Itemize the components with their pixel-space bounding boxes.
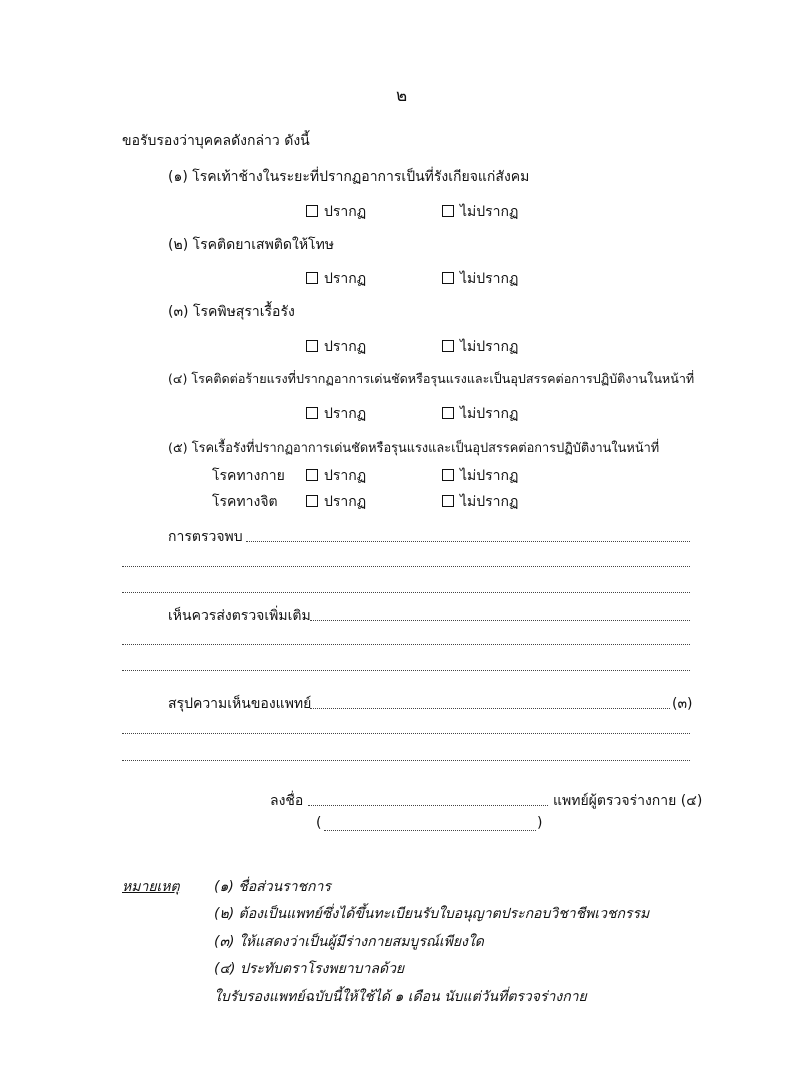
sign-label: ลงชื่อ <box>270 793 304 809</box>
further-exam-line-1[interactable] <box>310 620 690 621</box>
summary-label: สรุปความเห็นของแพทย์ <box>168 696 312 712</box>
findings-line-2[interactable] <box>122 566 690 567</box>
item-2-label: (๒) โรคติดยาเสพติดให้โทษ <box>168 237 335 253</box>
checkbox-icon[interactable] <box>442 407 454 419</box>
mental-present-option[interactable]: ปรากฏ <box>306 491 366 513</box>
summary-line-1[interactable] <box>310 708 670 709</box>
checkbox-icon[interactable] <box>306 272 318 284</box>
item-4-label: (๔) โรคติดต่อร้ายแรงที่ปรากฏอาการเด่นชัดหรือรุนแรงและเป็นอุปสรรคต่อการปฏิบัติงานในหน้าที่ <box>168 371 695 386</box>
item-3-absent-option[interactable]: ไม่ปรากฏ <box>442 336 518 358</box>
summary-line-3[interactable] <box>122 760 690 761</box>
note-5: ใบรับรองแพทย์ฉบับนี้ให้ใช้ได้ ๑ เดือน นับแต่วันที่ตรวจร่างกาย <box>214 989 587 1005</box>
item-3-label: (๓) โรคพิษสุราเรื้อรัง <box>168 304 295 320</box>
paren-open: ( <box>316 815 322 831</box>
checkbox-icon[interactable] <box>306 205 318 217</box>
further-exam-line-3[interactable] <box>122 670 690 671</box>
checkbox-icon[interactable] <box>306 495 318 507</box>
checkbox-icon[interactable] <box>306 407 318 419</box>
checkbox-icon[interactable] <box>306 469 318 481</box>
signer-title: แพทย์ผู้ตรวจร่างกาย (๔) <box>553 793 703 809</box>
checkbox-icon[interactable] <box>442 340 454 352</box>
findings-line-1[interactable] <box>246 541 690 542</box>
physical-label: โรคทางกาย <box>212 468 285 484</box>
physical-absent-option[interactable]: ไม่ปรากฏ <box>442 465 518 487</box>
note-2: (๒) ต้องเป็นแพทย์ซึ่งได้ขึ้นทะเบียนรับใบอนุญาตประกอบวิชาชีพเวชกรรม <box>214 906 650 922</box>
intro-text: ขอรับรองว่าบุคคลดังกล่าว ดังนี้ <box>122 133 310 149</box>
item-1-present-option[interactable]: ปรากฏ <box>306 201 366 223</box>
summary-ref: (๓) <box>672 696 693 712</box>
mental-absent-option[interactable]: ไม่ปรากฏ <box>442 491 518 513</box>
physical-present-option[interactable]: ปรากฏ <box>306 465 366 487</box>
summary-line-2[interactable] <box>122 733 690 734</box>
item-2-absent-option[interactable]: ไม่ปรากฏ <box>442 268 518 290</box>
note-4: (๔) ประทับตราโรงพยาบาลด้วย <box>214 961 405 977</box>
findings-line-3[interactable] <box>122 592 690 593</box>
notes-heading: หมายเหตุ <box>122 879 180 895</box>
item-3-present-option[interactable]: ปรากฏ <box>306 336 366 358</box>
note-1: (๑) ชื่อส่วนราชการ <box>214 879 331 895</box>
checkbox-icon[interactable] <box>442 205 454 217</box>
item-4-present-option[interactable]: ปรากฏ <box>306 403 366 425</box>
item-2-present-option[interactable]: ปรากฏ <box>306 268 366 290</box>
item-4-absent-option[interactable]: ไม่ปรากฏ <box>442 403 518 425</box>
mental-label: โรคทางจิต <box>212 494 278 510</box>
printed-name-line[interactable] <box>324 830 536 831</box>
further-exam-line-2[interactable] <box>122 644 690 645</box>
signature-line[interactable] <box>308 805 548 806</box>
checkbox-icon[interactable] <box>306 340 318 352</box>
item-5-label: (๕) โรคเรื้อรังที่ปรากฏอาการเด่นชัดหรือรุนแรงและเป็นอุปสรรคต่อการปฏิบัติงานในหน้าที่ <box>168 441 660 456</box>
findings-label: การตรวจพบ <box>168 529 243 545</box>
note-3: (๓) ให้แสดงว่าเป็นผู้มีร่างกายสมบูรณ์เพียงใด <box>214 934 484 950</box>
item-1-absent-option[interactable]: ไม่ปรากฏ <box>442 201 518 223</box>
page-number: ๒ <box>396 86 408 106</box>
checkbox-icon[interactable] <box>442 272 454 284</box>
checkbox-icon[interactable] <box>442 469 454 481</box>
checkbox-icon[interactable] <box>442 495 454 507</box>
further-exam-label: เห็นควรส่งตรวจเพิ่มเติม <box>168 608 311 624</box>
paren-close: ) <box>537 815 543 831</box>
item-1-label: (๑) โรคเท้าช้างในระยะที่ปรากฏอาการเป็นที่รังเกียจแก่สังคม <box>168 169 530 185</box>
